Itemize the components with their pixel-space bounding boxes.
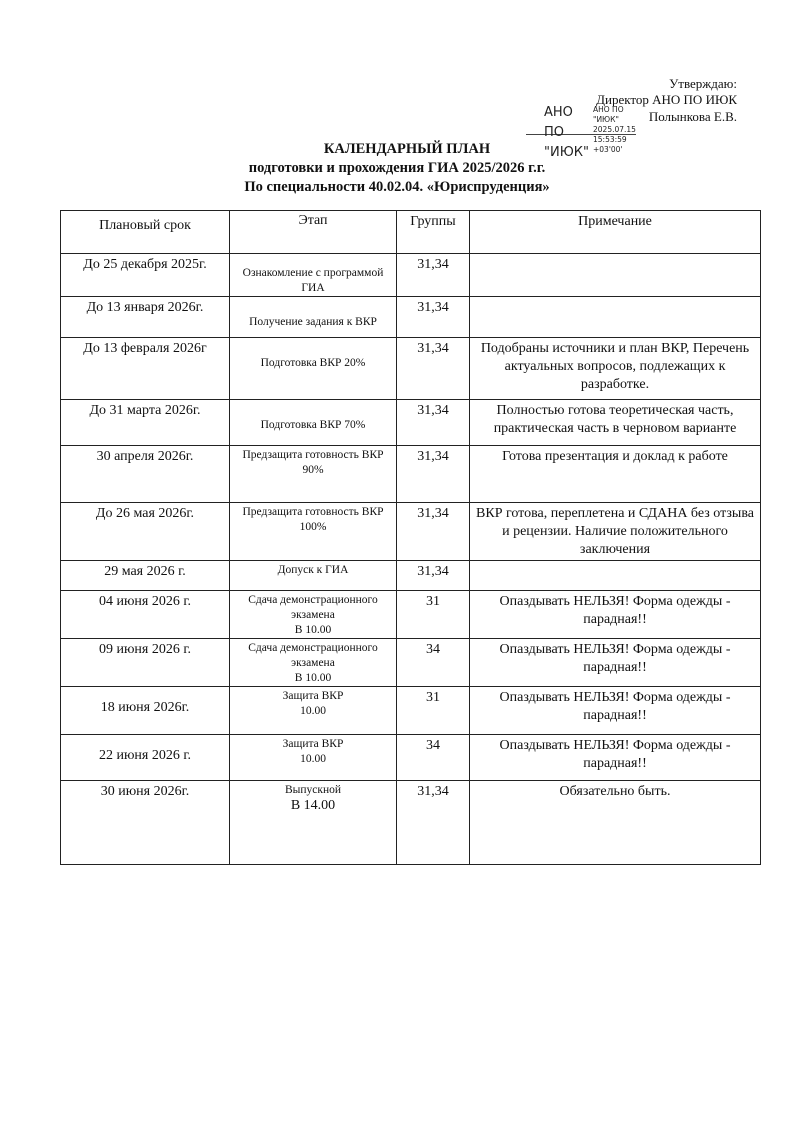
stamp-org-name: АНО ПО "ИЮК" bbox=[544, 105, 589, 160]
row-term: До 13 февраля 2026г bbox=[61, 338, 230, 400]
row-groups: 31,34 bbox=[397, 781, 470, 865]
row-term: До 25 декабря 2025г. bbox=[61, 254, 230, 297]
row-note bbox=[470, 254, 761, 297]
row-stage: Сдача демонстрационного экзамена В 10.00 bbox=[230, 591, 397, 639]
row-term: 30 июня 2026г. bbox=[61, 781, 230, 865]
document-heading bbox=[0, 140, 794, 197]
row-stage-line2: В 14.00 bbox=[290, 798, 336, 813]
row-stage: Ознакомление с программой ГИА bbox=[230, 254, 397, 297]
row-groups: 31,34 bbox=[397, 503, 470, 561]
approval-label: Утверждаю: bbox=[669, 76, 737, 91]
header-stage: Этап bbox=[230, 211, 397, 254]
row-groups: 31,34 bbox=[397, 338, 470, 400]
row-stage: Подготовка ВКР 20% bbox=[230, 338, 397, 400]
row-stage-line1: Выпускной bbox=[284, 784, 342, 796]
row-term: 22 июня 2026 г. bbox=[61, 735, 230, 781]
row-groups: 31,34 bbox=[397, 400, 470, 446]
table-row bbox=[61, 781, 761, 865]
table-row bbox=[61, 297, 761, 338]
row-note bbox=[470, 561, 761, 591]
table-row bbox=[61, 735, 761, 781]
row-stage: Допуск к ГИА bbox=[230, 561, 397, 591]
row-groups: 31,34 bbox=[397, 446, 470, 503]
table-row bbox=[61, 639, 761, 687]
table-row bbox=[61, 687, 761, 735]
header-term: Плановый срок bbox=[61, 211, 230, 254]
table-row bbox=[61, 446, 761, 503]
row-stage: Защита ВКР 10.00 bbox=[230, 735, 397, 781]
row-stage: Получение задания к ВКР bbox=[230, 297, 397, 338]
document-title: КАЛЕНДАРНЫЙ ПЛАН bbox=[323, 141, 491, 157]
table-row bbox=[61, 254, 761, 297]
row-term: До 26 мая 2026г. bbox=[61, 503, 230, 561]
approval-position: Директор АНО ПО ИЮК bbox=[596, 92, 737, 107]
row-note: Опаздывать НЕЛЬЗЯ! Форма одежды - парадная!! bbox=[470, 735, 761, 781]
row-term: 18 июня 2026г. bbox=[61, 687, 230, 735]
row-note: Готова презентация и доклад к работе bbox=[470, 446, 761, 503]
stamp-details: АНО ПО "ИЮК" 2025.07.15 15:53:59 +03'00' bbox=[593, 105, 636, 154]
row-note: Полностью готова теоретическая часть, практическая часть в черновом варианте bbox=[470, 400, 761, 446]
header-groups: Группы bbox=[397, 211, 470, 254]
row-groups: 31 bbox=[397, 687, 470, 735]
row-groups: 31,34 bbox=[397, 254, 470, 297]
row-term: 09 июня 2026 г. bbox=[61, 639, 230, 687]
table-row bbox=[61, 591, 761, 639]
row-stage bbox=[230, 781, 397, 865]
row-groups: 34 bbox=[397, 639, 470, 687]
row-note: Опаздывать НЕЛЬЗЯ! Форма одежды - парадная!! bbox=[470, 687, 761, 735]
row-groups: 34 bbox=[397, 735, 470, 781]
approval-signatory: Полынкова Е.В. bbox=[648, 109, 737, 124]
row-note: Опаздывать НЕЛЬЗЯ! Форма одежды - парадная!! bbox=[470, 591, 761, 639]
row-stage: Защита ВКР 10.00 bbox=[230, 687, 397, 735]
document-specialty: По специальности 40.02.04. «Юриспруденция» bbox=[244, 179, 550, 195]
document-subtitle: подготовки и прохождения ГИА 2025/2026 г.г. bbox=[248, 160, 546, 176]
row-note: Обязательно быть. bbox=[470, 781, 761, 865]
row-groups: 31 bbox=[397, 591, 470, 639]
table-row bbox=[61, 561, 761, 591]
row-note: Опаздывать НЕЛЬЗЯ! Форма одежды - парадная!! bbox=[470, 639, 761, 687]
row-note: ВКР готова, переплетена и СДАНА без отзыва и рецензии. Наличие положительного заключения bbox=[470, 503, 761, 561]
row-term: До 31 марта 2026г. bbox=[61, 400, 230, 446]
row-groups: 31,34 bbox=[397, 297, 470, 338]
row-term: 30 апреля 2026г. bbox=[61, 446, 230, 503]
row-stage: Предзащита готовность ВКР 90% bbox=[230, 446, 397, 503]
row-stage: Подготовка ВКР 70% bbox=[230, 400, 397, 446]
table-row bbox=[61, 503, 761, 561]
row-note bbox=[470, 297, 761, 338]
row-term: 04 июня 2026 г. bbox=[61, 591, 230, 639]
row-note: Подобраны источники и план ВКР, Перечень актуальных вопросов, подлежащих к разработке. bbox=[470, 338, 761, 400]
table-header-row bbox=[61, 211, 761, 254]
row-groups: 31,34 bbox=[397, 561, 470, 591]
row-term: 29 мая 2026 г. bbox=[61, 561, 230, 591]
schedule-table bbox=[60, 210, 761, 865]
row-stage: Сдача демонстрационного экзамена В 10.00 bbox=[230, 639, 397, 687]
table-row bbox=[61, 338, 761, 400]
table-row bbox=[61, 400, 761, 446]
header-note: Примечание bbox=[470, 211, 761, 254]
row-stage: Предзащита готовность ВКР 100% bbox=[230, 503, 397, 561]
row-term: До 13 января 2026г. bbox=[61, 297, 230, 338]
